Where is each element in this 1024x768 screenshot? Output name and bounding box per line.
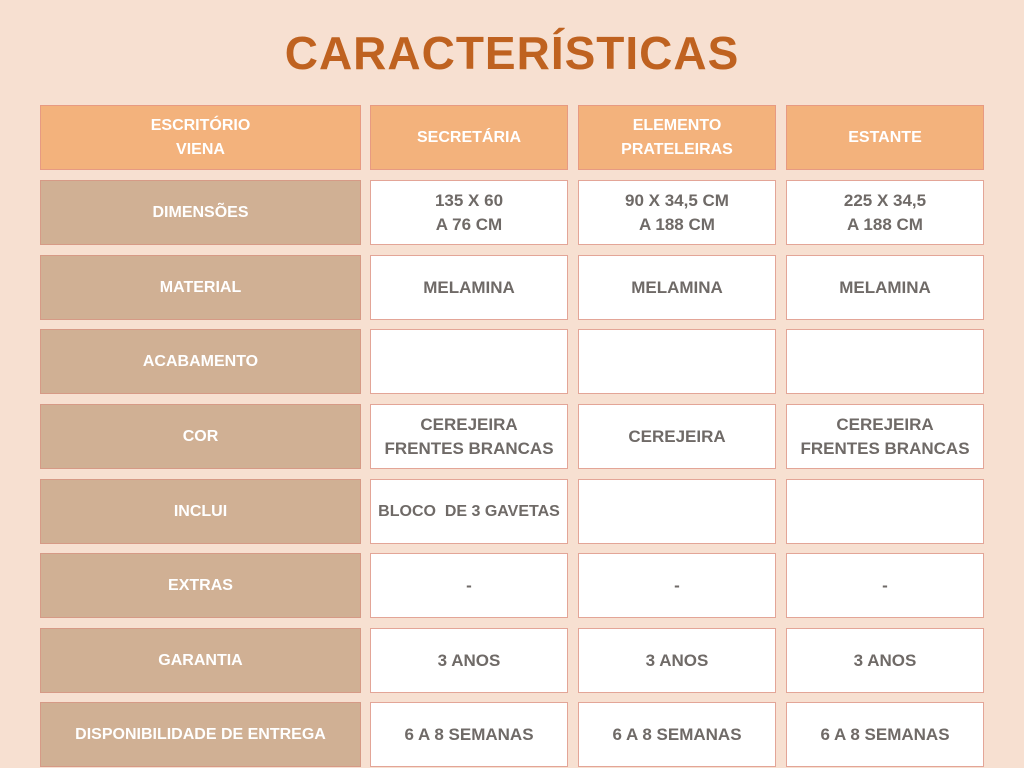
table-cell: MELAMINA (786, 255, 984, 320)
header-elemento-prateleiras: ELEMENTO PRATELEIRAS (578, 105, 776, 170)
table-cell: - (370, 553, 568, 618)
row-label-inclui: INCLUI (40, 479, 361, 544)
table-cell: 6 A 8 SEMANAS (578, 702, 776, 767)
row-label-cor: COR (40, 404, 361, 469)
row-label-extras: EXTRAS (40, 553, 361, 618)
table-cell: 3 ANOS (578, 628, 776, 693)
header-corner: ESCRITÓRIO VIENA (40, 105, 361, 170)
table-cell: MELAMINA (370, 255, 568, 320)
table-cell: - (578, 553, 776, 618)
row-label-material: MATERIAL (40, 255, 361, 320)
table-cell: 6 A 8 SEMANAS (786, 702, 984, 767)
table-cell: MELAMINA (578, 255, 776, 320)
table-cell: 3 ANOS (370, 628, 568, 693)
table-cell: CEREJEIRA (578, 404, 776, 469)
page-title: CARACTERÍSTICAS (284, 27, 740, 79)
table-cell (370, 329, 568, 394)
row-label-dimensoes: DIMENSÕES (40, 180, 361, 245)
table-cell: 90 X 34,5 CM A 188 CM (578, 180, 776, 245)
header-secretaria: SECRETÁRIA (370, 105, 568, 170)
table-cell: 3 ANOS (786, 628, 984, 693)
table-cell: 225 X 34,5 A 188 CM (786, 180, 984, 245)
table-cell (786, 329, 984, 394)
table-cell: 135 X 60 A 76 CM (370, 180, 568, 245)
table-cell: CEREJEIRA FRENTES BRANCAS (786, 404, 984, 469)
header-estante: ESTANTE (786, 105, 984, 170)
table-cell (578, 329, 776, 394)
table-cell: - (786, 553, 984, 618)
table-cell: CEREJEIRA FRENTES BRANCAS (370, 404, 568, 469)
row-label-garantia: GARANTIA (40, 628, 361, 693)
row-label-acabamento: ACABAMENTO (40, 329, 361, 394)
table-cell (578, 479, 776, 544)
table-cell (786, 479, 984, 544)
row-label-disponibilidade: DISPONIBILIDADE DE ENTREGA (40, 702, 361, 767)
table-cell: BLOCO DE 3 GAVETAS (370, 479, 568, 544)
table-cell: 6 A 8 SEMANAS (370, 702, 568, 767)
